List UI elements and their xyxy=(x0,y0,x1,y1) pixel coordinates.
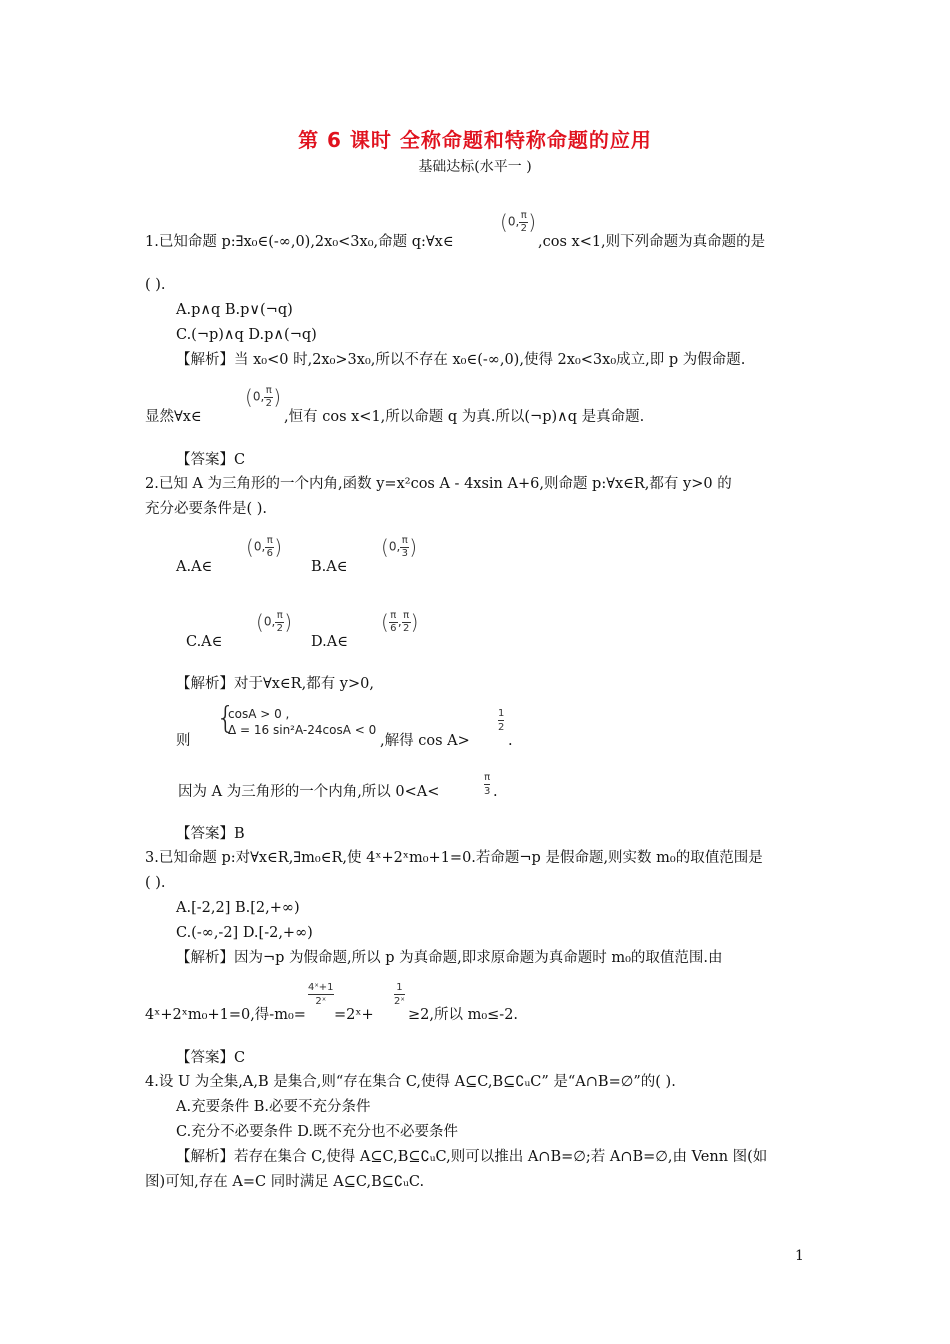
q2-analysis-3: 因为 A 为三角形的一个内角,所以 0<A< xyxy=(178,784,440,800)
q4-options-cd: C.充分不必要条件 D.既不充分也不必要条件 xyxy=(176,1124,459,1140)
q3-stem-1: 3.已知命题 p:对∀x∈R,∃m₀∈R,使 4ˣ+2ˣm₀+1=0.若命题¬p 是假命题,则实数 m₀的取值范围是 xyxy=(145,850,763,866)
q4-analysis-1: 【解析】若存在集合 C,使得 A⊆C,B⊆∁ᵤC,则可以推出 A∩B=∅;若 A∩B=∅,由 Venn 图(如 xyxy=(176,1149,768,1165)
q1-analysis-2b: ,恒有 cos x<1,所以命题 q 为真.所以(¬p)∧q 是真命题. xyxy=(284,409,645,425)
q2-period: . xyxy=(508,733,513,749)
q2-option-a: A.A∈ xyxy=(176,559,213,575)
q2-stem-2: 充分必要条件是( ). xyxy=(145,501,268,517)
q3-options-ab: A.[-2,2] B.[2,+∞) xyxy=(176,900,300,916)
q2-answer: 【答案】B xyxy=(176,826,245,842)
q2-interval-d: ( $\frac{\pi}{6}$ , $\frac{\pi}{2}$ ) xyxy=(381,609,419,634)
q4-options-ab: A.充要条件 B.必要不充分条件 xyxy=(176,1099,371,1115)
q2-then: 则 xyxy=(176,733,191,749)
q2-option-b: B.A∈ xyxy=(311,559,348,575)
q2-half-fraction: 1 2 xyxy=(498,708,505,733)
q1-analysis-interval: (0, $\frac{\pi}{2}$ ) xyxy=(245,384,282,409)
q3-fraction-1: 4ˣ+1 2ˣ xyxy=(308,982,334,1007)
q1-options-cd: C.(¬p)∧q D.p∧(¬q) xyxy=(176,327,317,343)
q1-analysis-1: 【解析】当 x₀<0 时,2x₀>3x₀,所以不存在 x₀∈(-∞,0),使得 2x₀<3x₀成立,即 p 为假命题. xyxy=(176,352,746,368)
q2-solve: ,解得 cos A> xyxy=(380,733,470,749)
page-subtitle: 基础达标(水平一 ) xyxy=(418,159,532,175)
q2-inequality-system: { cosA > 0 , Δ = 16 sin²A-24cosA < 0 xyxy=(216,701,377,737)
page-title: 第 6 课时 全称命题和特称命题的应用 xyxy=(298,128,652,152)
brace-icon: { xyxy=(216,701,236,736)
q3-analysis-2c: ≥2,所以 m₀≤-2. xyxy=(408,1007,519,1023)
q2-interval-a: (0, $\frac{\pi}{6}$ ) xyxy=(246,534,283,559)
q3-answer: 【答案】C xyxy=(176,1050,246,1066)
q1-stem: 1.已知命题 p:∃x₀∈(-∞,0),2x₀<3x₀,命题 q:∀x∈ xyxy=(145,234,454,250)
q4-stem: 4.设 U 为全集,A,B 是集合,则“存在集合 C,使得 A⊆C,B⊆∁ᵤC” 是“A∩B=∅”的( ). xyxy=(145,1074,676,1090)
q3-analysis-2b: =2ˣ+ xyxy=(334,1007,374,1023)
q2-stem-1: 2.已知 A 为三角形的一个内角,函数 y=x²cos A - 4xsin A+6,则命题 p:∀x∈R,都有 y>0 的 xyxy=(145,476,732,492)
q2-option-d: D.A∈ xyxy=(311,634,348,650)
q1-options-ab: A.p∧q B.p∨(¬q) xyxy=(176,302,293,318)
q1-analysis-2a: 显然∀x∈ xyxy=(145,409,202,425)
q3-analysis-2a: 4ˣ+2ˣm₀+1=0,得-m₀= xyxy=(145,1007,306,1023)
q1-answer: 【答案】C xyxy=(176,452,246,468)
q2-option-c: C.A∈ xyxy=(186,634,223,650)
q2-analysis-1: 【解析】对于∀x∈R,都有 y>0, xyxy=(176,676,374,692)
q2-interval-b: (0, $\frac{\pi}{3}$ ) xyxy=(381,534,418,559)
q3-analysis-1: 【解析】因为¬p 为假命题,所以 p 为真命题,即求原命题为真命题时 m₀的取值范围.由 xyxy=(176,950,723,966)
q4-analysis-2: 图)可知,存在 A=C 同时满足 A⊆C,B⊆∁ᵤC. xyxy=(145,1174,425,1190)
q1-interval: (0, $\frac{\pi}{2}$ ) xyxy=(500,209,537,234)
q1-stem-end: ,cos x<1,则下列命题为真命题的是 xyxy=(538,234,766,250)
page-number: 1 xyxy=(795,1248,804,1264)
q1-paren: ( ). xyxy=(145,277,166,293)
q2-interval-c: (0, $\frac{\pi}{2}$ ) xyxy=(256,609,293,634)
q3-options-cd: C.(-∞,-2] D.[-2,+∞) xyxy=(176,925,313,941)
q3-fraction-2: 1 2ˣ xyxy=(394,982,405,1007)
q2-analysis-3-period: . xyxy=(493,784,498,800)
q3-stem-2: ( ). xyxy=(145,875,166,891)
q2-pi-third-fraction: π 3 xyxy=(484,772,491,797)
